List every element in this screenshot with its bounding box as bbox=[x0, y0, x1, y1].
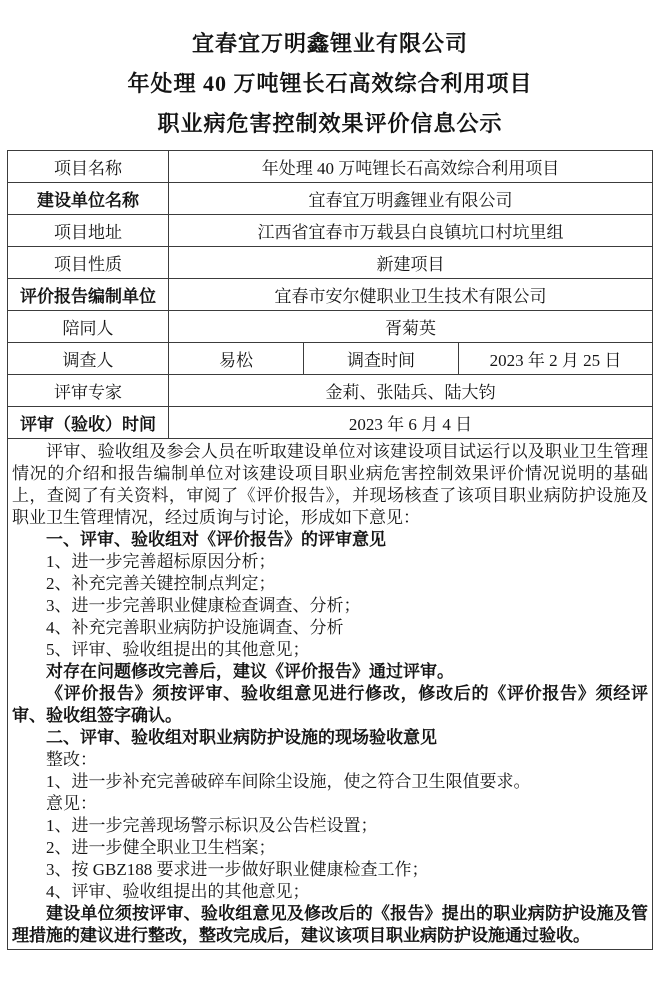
title-project-name: 年处理 40 万吨锂长石高效综合利用项目 bbox=[127, 71, 533, 96]
opinion-paragraph: 5、评审、验收组提出的其他意见； bbox=[46, 640, 310, 659]
row-label: 建设单位名称 bbox=[8, 183, 169, 215]
document-title bbox=[0, 0, 660, 144]
table-row bbox=[8, 247, 653, 279]
table-row bbox=[8, 407, 653, 439]
opinion-paragraph: 4、评审、验收组提出的其他意见； bbox=[46, 882, 310, 901]
opinion-paragraph: 《评价报告》须按评审、验收组意见进行修改，修改后的《评价报告》须经评审、验收组签字确认。 bbox=[12, 684, 649, 725]
row-value: 易松 bbox=[169, 343, 304, 375]
project-info-table bbox=[7, 150, 653, 950]
table-row bbox=[8, 375, 653, 407]
table-row bbox=[8, 279, 653, 311]
title-notice-type: 职业病危害控制效果评价信息公示 bbox=[157, 111, 503, 136]
table-row bbox=[8, 183, 653, 215]
row-value: 宜春宜万明鑫锂业有限公司 bbox=[169, 183, 653, 215]
opinion-paragraph: 对存在问题修改完善后，建议《评价报告》通过评审。 bbox=[46, 662, 454, 681]
opinion-paragraph: 3、进一步完善职业健康检查调查、分析； bbox=[46, 596, 361, 615]
row-value: 金莉、张陆兵、陆大钧 bbox=[169, 375, 653, 407]
opinion-paragraph: 3、按 GBZ188 要求进一步做好职业健康检查工作； bbox=[46, 860, 429, 879]
row-label: 陪同人 bbox=[8, 311, 169, 343]
opinion-paragraph: 一、评审、验收组对《评价报告》的评审意见 bbox=[46, 530, 386, 549]
opinion-paragraph: 2、补充完善关键控制点判定； bbox=[46, 574, 276, 593]
opinion-paragraph: 1、进一步完善超标原因分析； bbox=[46, 552, 276, 571]
table-row bbox=[8, 215, 653, 247]
row-label: 调查人 bbox=[8, 343, 169, 375]
table-row bbox=[8, 151, 653, 183]
row-label: 项目地址 bbox=[8, 215, 169, 247]
row-label: 评审专家 bbox=[8, 375, 169, 407]
info-table-body bbox=[8, 151, 653, 950]
opinion-paragraph: 意见： bbox=[46, 794, 97, 813]
opinion-paragraph: 1、进一步完善现场警示标识及公告栏设置； bbox=[46, 816, 378, 835]
row-value: 2023 年 6 月 4 日 bbox=[169, 407, 653, 439]
opinion-paragraph: 二、评审、验收组对职业病防护设施的现场验收意见 bbox=[46, 728, 437, 747]
row-label: 项目名称 bbox=[8, 151, 169, 183]
row-value: 宜春市安尔健职业卫生技术有限公司 bbox=[169, 279, 653, 311]
row-value: 年处理 40 万吨锂长石高效综合利用项目 bbox=[169, 151, 653, 183]
row-value: 江西省宜春市万载县白良镇坑口村坑里组 bbox=[169, 215, 653, 247]
row-value: 新建项目 bbox=[169, 247, 653, 279]
row-label-secondary: 调查时间 bbox=[304, 343, 459, 375]
opinion-paragraph: 建设单位须按评审、验收组意见及修改后的《报告》提出的职业病防护设施及管理措施的建议进行整改，整改完成后，建议该项目职业病防护设施通过验收。 bbox=[12, 904, 649, 945]
opinion-paragraph: 1、进一步补充完善破碎车间除尘设施，使之符合卫生限值要求。 bbox=[46, 772, 531, 791]
opinion-paragraph: 整改： bbox=[46, 750, 97, 769]
opinion-paragraph: 2、进一步健全职业卫生档案； bbox=[46, 838, 276, 857]
row-label: 评审（验收）时间 bbox=[8, 407, 169, 439]
row-label: 项目性质 bbox=[8, 247, 169, 279]
opinion-row bbox=[8, 439, 653, 950]
opinion-cell bbox=[8, 439, 653, 950]
table-row bbox=[8, 311, 653, 343]
row-label: 评价报告编制单位 bbox=[8, 279, 169, 311]
opinion-paragraph: 4、补充完善职业病防护设施调查、分析 bbox=[46, 618, 344, 637]
table-row bbox=[8, 343, 653, 375]
title-company-name: 宜春宜万明鑫锂业有限公司 bbox=[191, 31, 468, 56]
opinion-paragraph: 评审、验收组及参会人员在听取建设单位对该建设项目试运行以及职业卫生管理情况的介绍和报告编制单位对该建设项目职业病危害控制效果评价情况说明的基础上，查阅了有关资料，审阅了《评价报告》，并现场核查了该项目职业病防护设施及职业卫生管理情况，经过质询与讨论，形成如下意见： bbox=[12, 442, 649, 527]
row-value: 胥菊英 bbox=[169, 311, 653, 343]
row-value-secondary: 2023 年 2 月 25 日 bbox=[459, 343, 653, 375]
